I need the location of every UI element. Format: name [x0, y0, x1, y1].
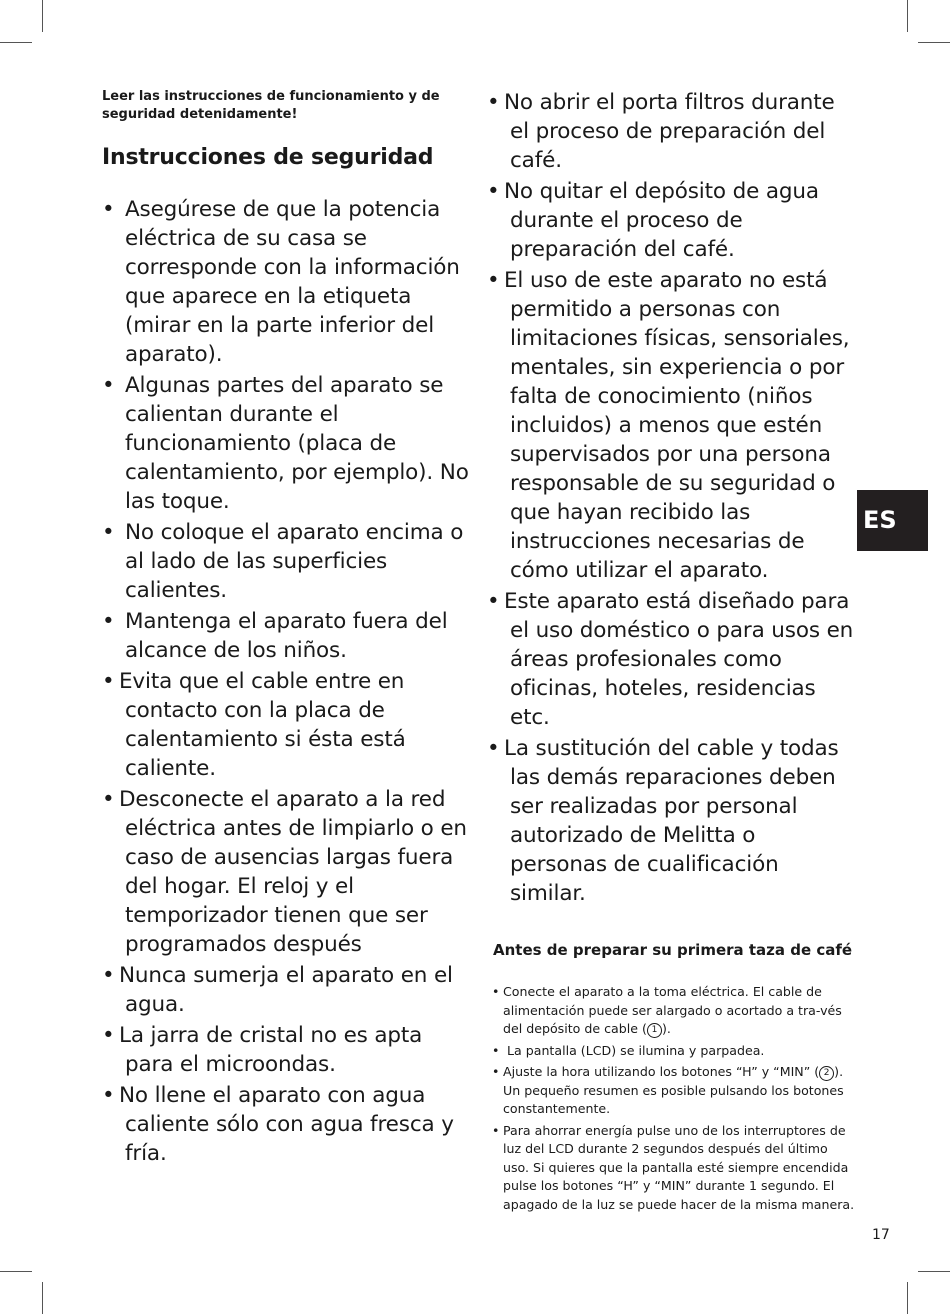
bullet: • [102, 669, 115, 694]
list-item: • Mantenga el aparato fuera del alcance de los niños. [102, 609, 448, 663]
bullet: • [492, 1064, 500, 1079]
safety-title: Instrucciones de seguridad [102, 145, 434, 170]
list-item: • Conecte el aparato a la toma eléctrica. El cable de alimentación puede ser alargado o acortado a tra-vés del depósito de cable ( 1 ). [492, 984, 842, 1036]
crop-mark [907, 1282, 908, 1314]
bullet: • [487, 736, 500, 761]
list-item: • Este aparato está diseñado para el uso doméstico o para usos en áreas profesionales como oficinas, hoteles, residencias etc. [487, 589, 854, 730]
crop-mark [42, 1282, 43, 1314]
bullet: • [102, 787, 115, 812]
crop-mark [0, 42, 32, 43]
list-item: • Evita que el cable entre en contacto con la placa de calentamiento si ésta está caliente. [102, 669, 406, 781]
list-item: • Ajuste la hora utilizando los botones “H” y “MIN” ( 2 ). Un pequeño resumen es posible pulsando los botones constantemente. [492, 1064, 844, 1116]
intro-note: Leer las instrucciones de funcionamiento y de seguridad detenidamente! [102, 89, 440, 122]
page-number: 17 [872, 1227, 890, 1243]
bullet: • [102, 197, 115, 222]
bullet: • [102, 373, 115, 398]
crop-mark [907, 0, 908, 32]
bullet: • [487, 268, 500, 293]
language-tab: ES [857, 490, 928, 551]
bullet: • [102, 520, 115, 545]
list-item: • La pantalla (LCD) se ilumina y parpadea. [492, 1042, 856, 1061]
list-item: • Asegúrese de que la potencia eléctrica de su casa se corresponde con la información que aparece en la etiqueta (mirar en la parte inferior del aparato). [102, 197, 460, 367]
list-item: • Desconecte el aparato a la red eléctrica antes de limpiarlo o en caso de ausencias largas fuera del hogar. El reloj y el temporizador tienen que ser programados después [102, 787, 467, 957]
bullet: • [492, 1042, 500, 1058]
crop-mark [42, 0, 43, 32]
circled-number-1: 1 [647, 1023, 662, 1038]
safety-list-left [102, 195, 472, 1170]
list-item: • Algunas partes del aparato se calientan durante el funcionamiento (placa de calentamiento, por ejemplo). No las toque. [102, 373, 469, 514]
list-item: • Nunca sumerja el aparato en el agua. [102, 963, 453, 1017]
circled-number-2: 2 [819, 1066, 834, 1081]
crop-mark [0, 1271, 32, 1272]
crop-mark [918, 42, 950, 43]
bullet: • [492, 1122, 500, 1138]
list-item: • No llene el aparato con agua caliente sólo con agua fresca y fría. [102, 1083, 454, 1166]
bullet: • [102, 609, 115, 634]
list-item: • El uso de este aparato no está permitido a personas con limitaciones físicas, sensoriales, mentales, sin experiencia o por falta de conocimiento (niños incluidos) a menos que estén supervisados por una persona responsable de su seguridad o que hayan recibido las instrucciones necesarias de cómo utilizar el aparato. [487, 268, 850, 583]
bullet: • [487, 90, 500, 115]
list-item: • No abrir el porta filtros durante el proceso de preparación del café. [487, 90, 835, 173]
bullet: • [102, 1083, 115, 1108]
crop-mark [918, 1271, 950, 1272]
bullet: • [102, 1023, 115, 1048]
first-cup-title: Antes de preparar su primera taza de café [493, 941, 853, 959]
list-item: • No quitar el depósito de agua durante el proceso de preparación del café. [487, 179, 819, 262]
bullet: • [487, 179, 500, 204]
safety-list-right [487, 88, 857, 910]
bullet: • [492, 984, 500, 999]
list-item: • La jarra de cristal no es apta para el microondas. [102, 1023, 423, 1077]
first-cup-list [492, 983, 856, 1217]
bullet: • [487, 589, 500, 614]
list-item: • No coloque el aparato encima o al lado de las superficies calientes. [102, 520, 464, 603]
list-item: • La sustitución del cable y todas las demás reparaciones deben ser realizadas por personal autorizado de Melitta o personas de cualificación similar. [487, 736, 839, 906]
bullet: • [102, 963, 115, 988]
list-item: • Para ahorrar energía pulse uno de los interruptores de luz del LCD durante 2 segundos después del último uso. Si quieres que la pantalla esté siempre encendida pulse los botones “H” y “MIN” durante 1 segundo. El apagado de la luz se puede hacer de la misma manera. [492, 1122, 855, 1212]
